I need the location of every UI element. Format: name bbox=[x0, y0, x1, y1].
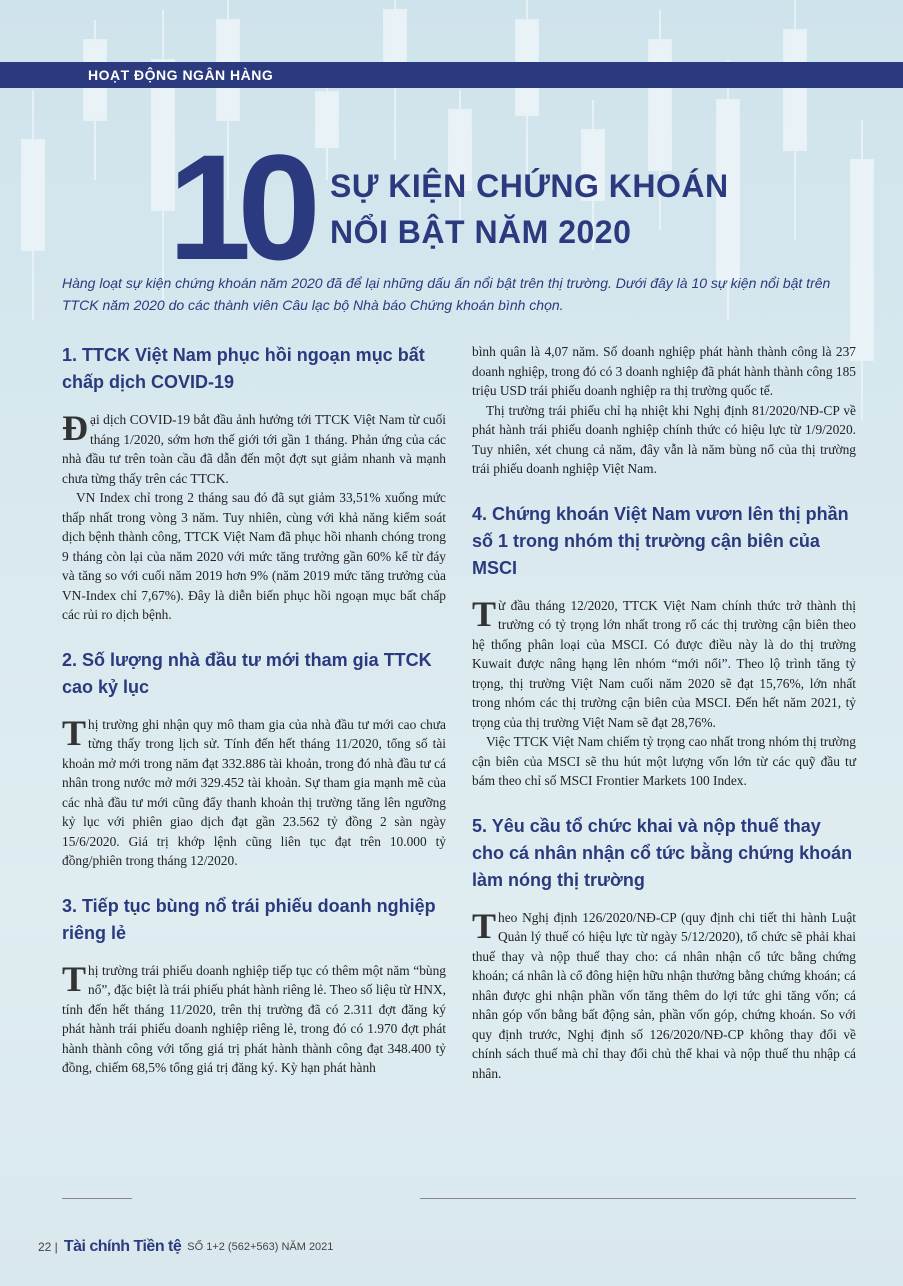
footer-rule bbox=[420, 1198, 856, 1199]
paragraph: Thị trường trái phiếu doanh nghiệp tiếp tục có thêm một năm “bùng nổ”, đặc biệt là trái phiếu phát hành riêng lẻ. Theo số liệu từ HNX, tính đến hết tháng 11/2020, trên thị trường đã có 2.311 đợt đăng ký phát hành trái phiếu doanh nghiệp riêng lẻ, trong đó có 1.970 đợt phát hành thành công với tổng giá trị phát hành thành công đạt 348.400 tỷ đồng, chiếm 68,5% tổng giá trị đăng ký. Kỳ hạn phát hành bbox=[62, 958, 446, 1075]
heading-3: 3. Tiếp tục bùng nổ trái phiếu doanh nghiệp riêng lẻ bbox=[62, 895, 436, 943]
heading-4: 4. Chứng khoán Việt Nam vươn lên thị phần số 1 trong nhóm thị trường cận biên của MSCI bbox=[472, 503, 849, 578]
title-line-2: NỔI BẬT NĂM 2020 bbox=[330, 214, 632, 250]
page-number: 22 | bbox=[38, 1240, 58, 1254]
heading-2: 2. Số lượng nhà đầu tư mới tham gia TTCK cao kỷ lục bbox=[62, 649, 432, 697]
issue-info: SỐ 1+2 (562+563) NĂM 2021 bbox=[187, 1241, 334, 1253]
paragraph: Việc TTCK Việt Nam chiếm tỷ trọng cao nhất trong nhóm thị trường cận biên của MSCI sẽ thu hút một lượng vốn lớn từ các quỹ đầu tư bám theo chỉ số MSCI Frontier Markets 100 Index. bbox=[472, 734, 856, 788]
paragraph: VN Index chỉ trong 2 tháng sau đó đã sụt giảm 33,51% xuống mức thấp nhất trong vòng 3 năm. Tuy nhiên, cùng với khả năng kiểm soát dịch bệnh thành công, TTCK Việt Nam đã phục hồi nhanh chóng trong 9 tháng còn lại của năm 2020 với mức tăng trưởng gần 60% kể từ đáy và tăng so với cuối năm 2019 hơn 9% (năm 2019 mức tăng trưởng của VN-Index chỉ 7,67%). Đây là diễn biến phục hồi ngoạn mục bất chấp các rủi ro dịch bệnh. bbox=[62, 490, 446, 622]
left-column bbox=[62, 342, 446, 1078]
page-footer bbox=[38, 1238, 333, 1256]
drop-cap: Đ bbox=[62, 408, 88, 448]
drop-cap: T bbox=[472, 593, 497, 634]
heading-1: 1. TTCK Việt Nam phục hồi ngoạn mục bất chấp dịch COVID-19 bbox=[62, 345, 425, 392]
title-number: 10 bbox=[168, 123, 307, 291]
right-column bbox=[472, 342, 856, 1083]
paragraph: bình quân là 4,07 năm. Số doanh nghiệp phát hành thành công là 237 doanh nghiệp, trong đó có 3 doanh nghiệp đã phát hành thành công 185 triệu USD trái phiếu doanh nghiệp ra thị trường quốc tế. bbox=[472, 344, 856, 398]
footer-rule bbox=[62, 1198, 132, 1199]
section-label: HOẠT ĐỘNG NGÂN HÀNG bbox=[76, 62, 285, 88]
drop-cap: T bbox=[472, 905, 497, 946]
paragraph: Đại dịch COVID-19 bắt đầu ảnh hưởng tới TTCK Việt Nam từ cuối tháng 1/2020, sớm hơn thế giới tới gần 1 tháng. Phản ứng của các nhà đầu tư trên toàn cầu đã dẫn đến một đợt sụt giảm nhanh và mạnh chưa từng thấy trên các TTCK. bbox=[62, 408, 446, 486]
paragraph: Từ đầu tháng 12/2020, TTCK Việt Nam chính thức trở thành thị trường có tỷ trọng lớn nhất trong rổ các thị trường cận biên theo hệ thống phân loại của MSCI. Có được điều này là do thị trường Kuwait được nâng hạng lên nhóm “mới nổi”. Theo lộ trình tăng tỷ trọng, thị trường Việt Nam cuối năm 2020 sẽ đạt 15,76%, lớn nhất trong nhóm các thị trường cận biên của MSCI. Đến hết năm 2021, tỷ trọng của thị trường Việt Nam sẽ đạt 28,76%. bbox=[472, 593, 856, 730]
paragraph: Thị trường ghi nhận quy mô tham gia của nhà đầu tư mới cao chưa từng thấy trong lịch sử. Tính đến hết tháng 11/2020, tổng số tài khoản mở mới trong năm đạt 332.886 tài khoản, trong đó nhà đầu tư cá nhân trong nước mở mới 329.452 tài khoản. Sự tham gia mạnh mẽ của các nhà đầu tư mới cũng đẩy thanh khoản thị trường tăng lên ngưỡng kỷ lục với phiên giao dịch đạt gần 23.562 tỷ đồng 2 sàn ngày 15/6/2020. Giá trị khớp lệnh cũng liên tục đạt trên 10.000 tỷ đồng/phiên trong tháng 12/2020. bbox=[62, 712, 446, 868]
paragraph: Theo Nghị định 126/2020/NĐ-CP (quy định chi tiết thi hành Luật Quản lý thuế có hiệu lực từ ngày 5/12/2020), tổ chức sẽ phải khai thuế thay và nộp thuế thay cho: cá nhân nhận cổ tức bằng chứng khoán; cá nhân là cổ đông hiện hữu nhận thưởng bằng chứng khoán; cá nhân được ghi nhận phần vốn tăng thêm do lợi tức ghi tăng vốn; cá nhân góp vốn bằng bất động sản, phần vốn góp, chứng khoán. So với quy định trước, Nghị định số 126/2020/NĐ-CP không thay đổi về chính sách thuế mà chỉ thay đổi chủ thể khai và nộp thuế thu nhập cá nhân. bbox=[472, 905, 856, 1081]
magazine-logo: Tài chính Tiền tệ bbox=[63, 1238, 182, 1255]
paragraph: Thị trường trái phiếu chỉ hạ nhiệt khi Nghị định 81/2020/NĐ-CP về phát hành trái phiếu doanh nghiệp chính thức có hiệu lực từ 1/9/2020. Tuy nhiên, xét chung cả năm, đây vẫn là năm bùng nổ của thị trường trái phiếu doanh nghiệp Việt Nam. bbox=[472, 402, 856, 476]
title-line-1: SỰ KIỆN CHỨNG KHOÁN bbox=[330, 168, 729, 204]
drop-cap: T bbox=[62, 958, 87, 999]
heading-5: 5. Yêu cầu tổ chức khai và nộp thuế thay cho cá nhân nhận cổ tức bằng chứng khoán làm nóng thị trường bbox=[472, 815, 853, 890]
drop-cap: T bbox=[62, 712, 87, 753]
intro-text: Hàng loạt sự kiện chứng khoán năm 2020 đã để lại những dấu ấn nổi bật trên thị trường. Dưới đây là 10 sự kiện nổi bật trên TTCK năm 2020 do các thành viên Câu lạc bộ Nhà báo Chứng khoán bình chọn. bbox=[62, 275, 831, 313]
